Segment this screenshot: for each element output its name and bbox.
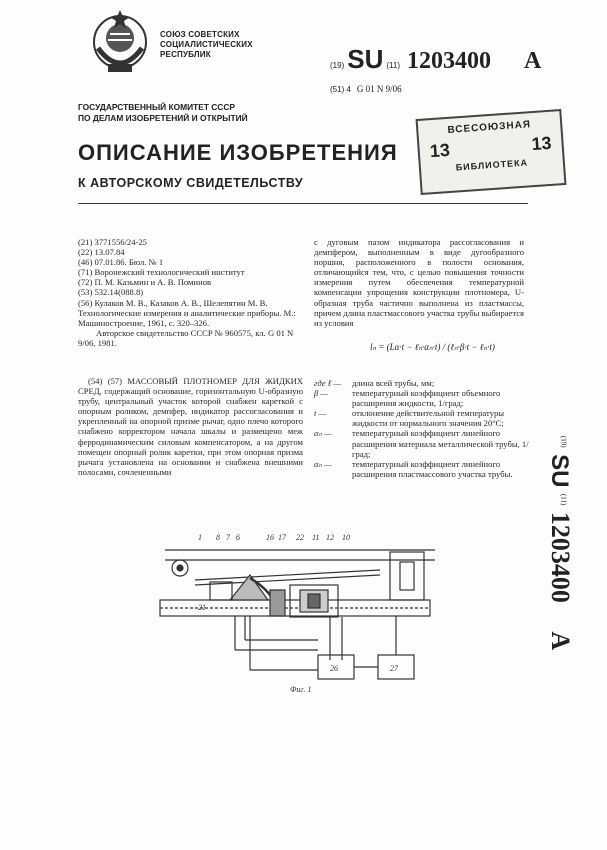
- committee-line-2: ПО ДЕЛАМ ИЗОБРЕТЕНИЙ И ОТКРЫТИЙ: [78, 113, 248, 123]
- drawing-label: 26: [330, 664, 338, 673]
- drawing-label: 8: [216, 533, 220, 542]
- vertical-code-11: (11): [559, 493, 568, 505]
- title-rule: [78, 203, 528, 204]
- definition-row: [314, 388, 529, 408]
- definition-text: температурный коэффициент линейного расширения пластмассового участка трубы.: [352, 458, 513, 479]
- patent-header: [330, 44, 541, 75]
- committee-line-1: ГОСУДАРСТВЕННЫЙ КОМИТЕТ СССР: [78, 102, 235, 112]
- biblio-applicant: (71) Воронежский технологический институт: [78, 267, 245, 278]
- definition-row: [314, 428, 529, 458]
- technical-drawing: [150, 530, 450, 700]
- drawing-label: 22: [296, 533, 304, 542]
- bibliographic-data: [78, 237, 303, 348]
- drawing-label: 16: [266, 533, 274, 542]
- biblio-udc: (53) 532.14(088.8): [78, 287, 144, 298]
- committee-name: [78, 102, 248, 124]
- biblio-application: (21) 3771556/24-25: [78, 237, 147, 247]
- definition-row: [314, 378, 529, 388]
- drawing-label: 11: [312, 533, 320, 542]
- patent-number: 1203400: [407, 48, 491, 74]
- union-line-1: СОЮЗ СОВЕТСКИХ: [160, 30, 240, 39]
- union-name: [160, 30, 253, 60]
- definition-text: температурный коэффициент линейного расширения материала металлической трубы, 1/град;: [352, 428, 529, 459]
- country-code: SU: [347, 44, 384, 74]
- claim-continuation: с дуговым пазом индикатора рассогласования и демпфером, выполненным в виде дугообразного поршня, расположенного в полости основания, отличающийся тем, что, с целью повышения точности измерения путем обеспечения температурной компенсации упрощения конструкции плотномера, U-образная труба частично выполнена из пластмассы, причем длина пластмассового участка трубы выбирается из условия: [314, 237, 524, 328]
- biblio-filing-date: (22) 13.07.84: [78, 247, 125, 258]
- biblio-references: (56) Кулаков М. В., Казаков А. В., Шелепятин М. В. Технологические измерения и аналитические приборы. М.: Машиностроение, 1961, с. 320–326.: [78, 297, 296, 328]
- biblio-inventors: (72) П. М. Казьмин и А. В. Поминов: [78, 277, 212, 288]
- kind-code: A: [524, 48, 542, 74]
- figure-caption: Фиг. 1: [290, 685, 312, 694]
- inid-code-11: (11): [386, 61, 400, 70]
- length-formula: lₙ = (Lα·t − ℓₙ·αₙ·t) / (ℓₙ·β·t − ℓₙ·t): [370, 342, 495, 352]
- vertical-kind: A: [546, 630, 575, 650]
- inid-code-19: (19): [330, 61, 345, 70]
- definition-symbol: αₙ —: [314, 428, 332, 439]
- ussr-emblem: [88, 8, 152, 78]
- definition-text: температурный коэффициент объемного расширения жидкости, 1/град;: [352, 388, 501, 409]
- definition-symbol: t —: [314, 408, 327, 419]
- drawing-svg: [150, 530, 450, 700]
- biblio-prior-certificate: Авторское свидетельство СССР № 960575, кл. G 01 N 9/06, 1981.: [78, 327, 294, 348]
- ipc-line: [330, 84, 402, 94]
- vertical-number: 1203400: [546, 511, 575, 603]
- definition-text: отклонение действительной температуры жидкости от нормального значения 20°С;: [352, 408, 505, 429]
- stamp-line-1: ВСЕСОЮЗНАЯ: [447, 119, 532, 136]
- definition-symbol: αₙ —: [314, 458, 332, 469]
- vertical-code-19: (19): [559, 435, 568, 448]
- definition-text: длина всей трубы, мм;: [352, 378, 435, 388]
- drawing-label: 6: [236, 533, 240, 542]
- vertical-patent-number: [535, 435, 585, 650]
- vertical-country: SU: [546, 453, 573, 487]
- biblio-publication: (46) 07.01.86. Бюл. № 1: [78, 257, 164, 268]
- drawing-label: 7: [226, 533, 230, 542]
- formula-definitions: [314, 378, 529, 479]
- drawing-label: 21: [198, 603, 206, 612]
- vertical-number-text: [545, 435, 575, 649]
- ipc-class: G 01 N 9/06: [356, 84, 402, 94]
- union-line-2: СОЦИАЛИСТИЧЕСКИХ: [160, 40, 253, 49]
- document-title: ОПИСАНИЕ ИЗОБРЕТЕНИЯ: [78, 140, 398, 165]
- drawing-label: 12: [326, 533, 334, 542]
- inid-code-51: (51) 4: [330, 85, 351, 94]
- claim-abstract: (54) (57) МАССОВЫЙ ПЛОТНОМЕР ДЛЯ ЖИДКИХ СРЕД, содержащий основание, горизонтальную U-образную трубу, центральный участок которой снабжен кареткой с опорным роликом, демпфер, индикатор рассогласования и укрепленный на опорной призме рычаг, одно плечо которого снабжено корректором начала шкалы и размещено меж ферродинамическим силовым компенсатором, а на другом помещен опорный ролик каретки, при этом опорная призма рычага установлена на основании и снабжена внешними полосами, сочлененными: [78, 376, 303, 477]
- drawing-label: 1: [198, 533, 202, 542]
- stamp-line-3: БИБЛИОТЕКА: [455, 157, 529, 173]
- definition-symbol: β —: [314, 388, 329, 399]
- union-line-3: РЕСПУБЛИК: [160, 50, 211, 59]
- drawing-label: 17: [278, 533, 286, 542]
- definition-symbol: где ℓ —: [314, 378, 342, 388]
- library-stamp: [416, 109, 567, 195]
- document-subtitle: К АВТОРСКОМУ СВИДЕТЕЛЬСТВУ: [78, 176, 304, 190]
- stamp-num-left: 13: [429, 139, 451, 162]
- definition-row: [314, 459, 529, 479]
- drawing-label: 27: [390, 664, 398, 673]
- definition-row: [314, 408, 529, 428]
- drawing-label: 10: [342, 533, 350, 542]
- stamp-num-right: 13: [530, 132, 553, 155]
